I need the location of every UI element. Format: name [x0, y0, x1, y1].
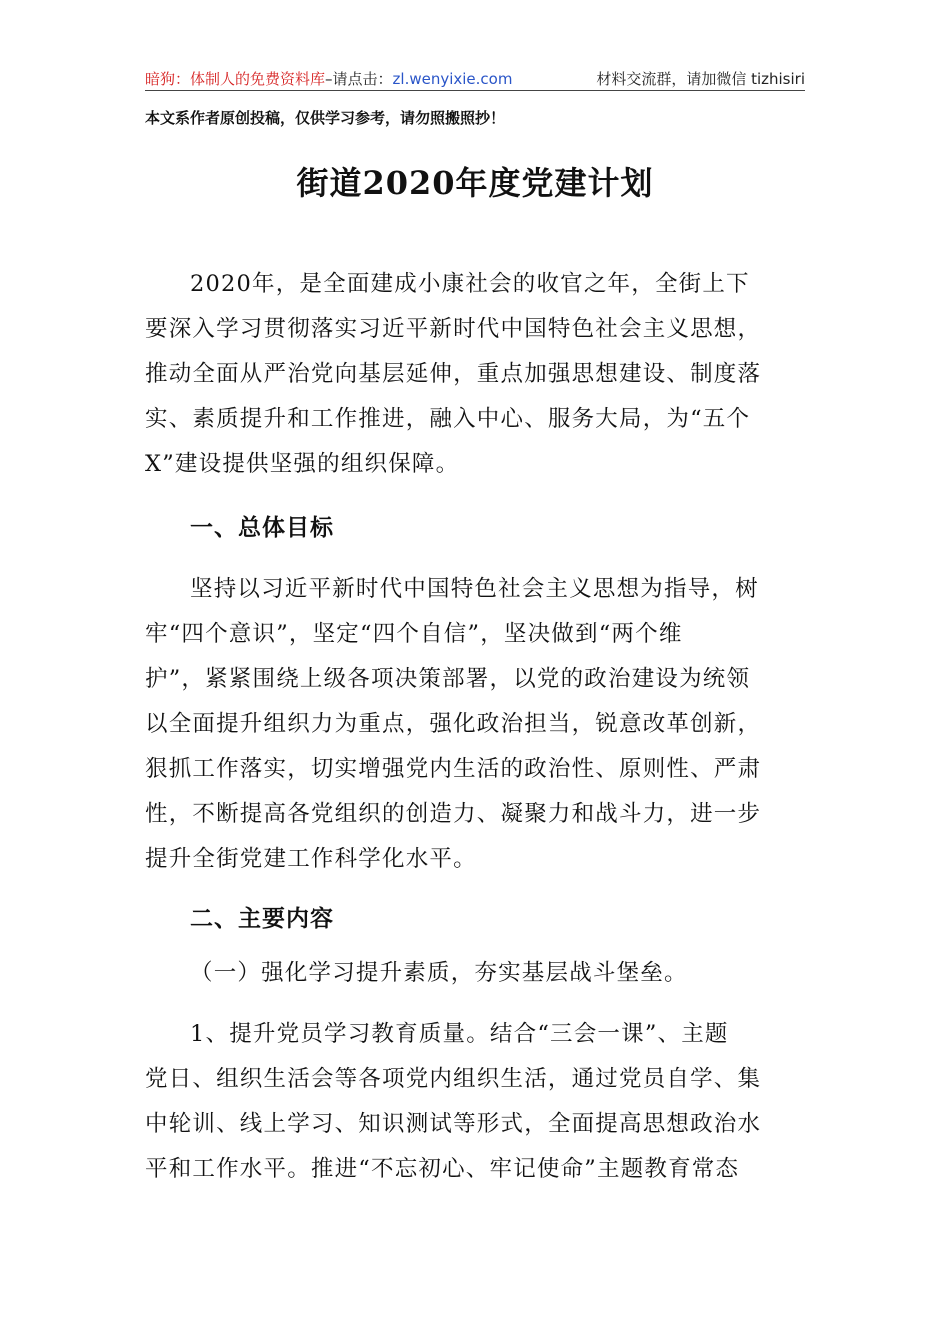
paragraph-line: X”建设提供坚强的组织保障。: [145, 451, 460, 477]
document-header: [145, 68, 805, 91]
section-heading-content: 二、主要内容: [190, 906, 334, 932]
paragraph-line: 坚持以习近平新时代中国特色社会主义思想为指导，树: [190, 576, 759, 602]
paragraph-line: 推动全面从严治党向基层延伸，重点加强思想建设、制度落: [145, 361, 762, 387]
intro-paragraph: [145, 262, 805, 487]
paragraph-line: 中轮训、线上学习、知识测试等形式，全面提高思想政治水: [145, 1111, 762, 1137]
site-name: 暗狗：体制人的免费资料库: [145, 70, 326, 88]
paragraph-line: 提升全街党建工作科学化水平。: [145, 846, 477, 872]
page-title: 街道2020年度党建计划: [296, 164, 654, 202]
paragraph-line: 党日、组织生活会等各项党内组织生活，通过党员自学、集: [145, 1066, 762, 1092]
paragraph-line: 以全面提升组织力为重点，强化政治担当，锐意改革创新，: [145, 711, 762, 737]
paragraph-line: 护”，紧紧围绕上级各项决策部署，以党的政治建设为统领: [145, 666, 751, 692]
subsection-heading: （一）强化学习提升素质，夯实基层战斗堡垒。: [190, 960, 688, 986]
click-prompt: –请点击：: [325, 70, 393, 88]
group-note: 材料交流群，请加微信 tizhisiri: [596, 70, 805, 88]
paragraph-line: 平和工作水平。推进“不忘初心、牢记使命”主题教育常态: [145, 1156, 740, 1182]
item1-paragraph: [145, 1012, 805, 1192]
paragraph-line: 实、素质提升和工作推进，融入中心、服务大局，为“五个: [145, 406, 751, 432]
paragraph-line: 1、提升党员学习教育质量。结合“三会一课”、主题: [190, 1021, 729, 1047]
paragraph-line: 狠抓工作落实，切实增强党内生活的政治性、原则性、严肃: [145, 756, 762, 782]
paragraph-line: 2020年，是全面建成小康社会的收官之年，全街上下: [190, 271, 750, 297]
paragraph-line: 牢“四个意识”，坚定“四个自信”，坚决做到“两个维: [145, 621, 683, 647]
paragraph-line: 要深入学习贯彻落实习近平新时代中国特色社会主义思想，: [145, 316, 762, 342]
section-heading-goals: 一、总体目标: [190, 515, 334, 541]
site-link[interactable]: zl.wenyixie.com: [392, 70, 513, 88]
paragraph-line: 性，不断提高各党组织的创造力、凝聚力和战斗力，进一步: [145, 801, 762, 827]
goals-paragraph: [145, 567, 805, 882]
copyright-notice: 本文系作者原创投稿，仅供学习参考，请勿照搬照抄！: [145, 109, 506, 127]
